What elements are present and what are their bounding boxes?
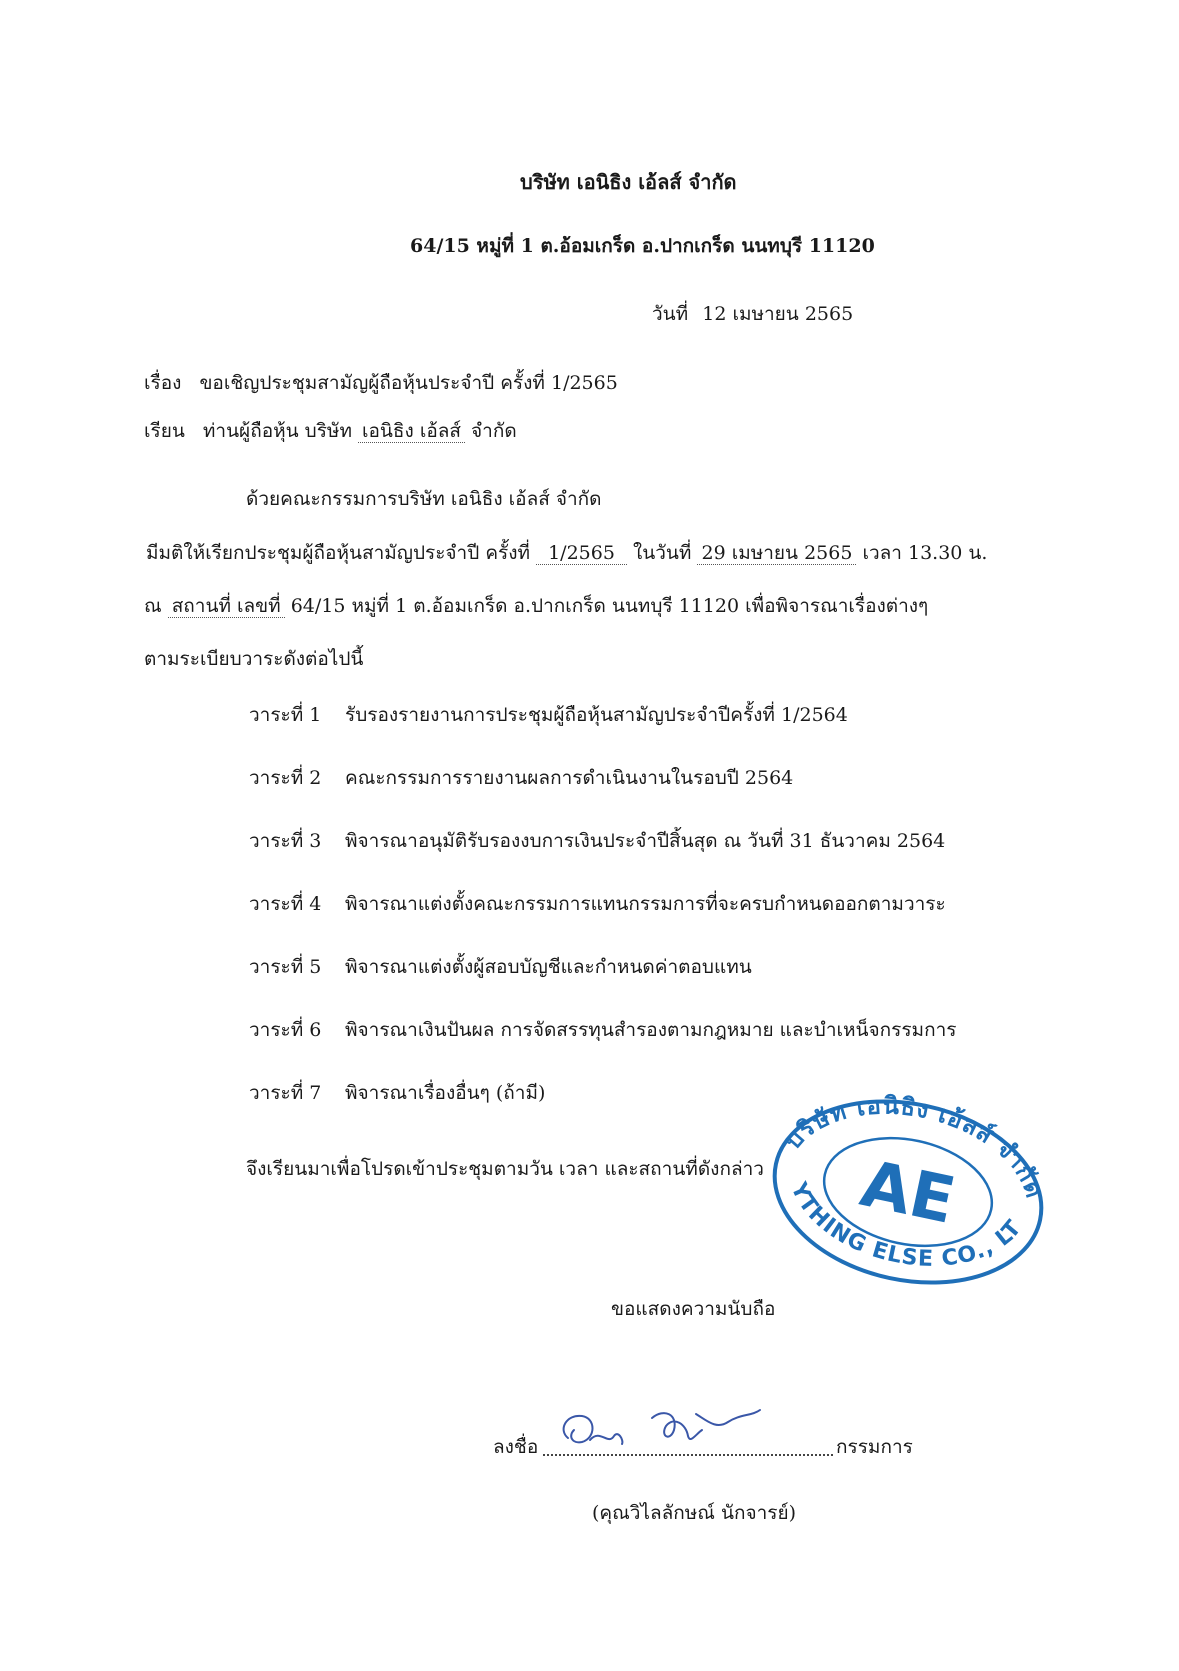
agenda-number: วาระที่ 1 bbox=[249, 704, 322, 726]
body-line-2-a: ณ bbox=[144, 595, 162, 617]
agenda-text: รับรองรายงานการประชุมผู้ถือหุ้นสามัญประจำปีครั้งที่ 1/2564 bbox=[345, 704, 848, 726]
signer-position: กรรมการ bbox=[836, 1436, 913, 1458]
recipient-company: เอนิธิง เอ้ลส์ bbox=[358, 420, 465, 443]
agenda-text: พิจารณาเรื่องอื่นๆ (ถ้ามี) bbox=[345, 1082, 546, 1104]
agenda-text: คณะกรรมการรายงานผลการดำเนินงานในรอบปี 2564 bbox=[345, 767, 794, 789]
date-line bbox=[652, 302, 853, 326]
body-line-2 bbox=[144, 594, 928, 618]
company-name: บริษัท เอนิธิง เอ้ลส์ จำกัด bbox=[520, 170, 737, 194]
body-line-1-b: ในวันที่ bbox=[632, 542, 692, 564]
handwritten-signature bbox=[556, 1400, 766, 1460]
meeting-number: 1/2565 bbox=[536, 542, 627, 565]
agenda-text: พิจารณาแต่งตั้งคณะกรรมการแทนกรรมการที่จะครบกำหนดออกตามวาระ bbox=[345, 893, 946, 915]
company-stamp bbox=[758, 1085, 1058, 1300]
recipient-suffix: จำกัด bbox=[471, 420, 517, 442]
recipient-line bbox=[144, 419, 517, 443]
recipient-prefix: ท่านผู้ถือหุ้น บริษัท bbox=[202, 420, 352, 442]
closing-regards: ขอแสดงความนับถือ bbox=[611, 1298, 776, 1320]
subject-text: ขอเชิญประชุมสามัญผู้ถือหุ้นประจำปี ครั้งที่ 1/2565 bbox=[199, 372, 618, 394]
stamp-logo: AE bbox=[854, 1147, 962, 1239]
date-value: 12 เมษายน 2565 bbox=[702, 303, 854, 325]
stamp-english-name: ANYTHING ELSE CO., LTD. bbox=[785, 1179, 1028, 1272]
agenda-text: พิจารณาอนุมัติรับรองงบการเงินประจำปีสิ้นสุด ณ วันที่ 31 ธันวาคม 2564 bbox=[345, 830, 946, 852]
body-line-2-b: 64/15 หมู่ที่ 1 ต.อ้อมเกร็ด อ.ปากเกร็ด นนทบุรี 11120 เพื่อพิจารณาเรื่องต่างๆ bbox=[290, 595, 929, 617]
body-line-1 bbox=[146, 541, 987, 565]
company-address: 64/15 หมู่ที่ 1 ต.อ้อมเกร็ด อ.ปากเกร็ด นนทบุรี 11120 bbox=[410, 235, 875, 257]
stamp-thai-name: บริษัท เอนิธิง เอ้ลส์ จำกัด bbox=[778, 1091, 1049, 1202]
sign-label: ลงชื่อ bbox=[493, 1436, 539, 1458]
agenda-text: พิจารณาเงินปันผล การจัดสรรทุนสำรองตามกฎหมาย และบำเหน็จกรรมการ bbox=[345, 1019, 957, 1041]
body-line-1-a: มีมติให้เรียกประชุมผู้ถือหุ้นสามัญประจำปี ครั้งที่ bbox=[146, 542, 531, 564]
agenda-text: พิจารณาแต่งตั้งผู้สอบบัญชีและกำหนดค่าตอบแทน bbox=[345, 956, 752, 978]
body-line-3: ตามระเบียบวาระดังต่อไปนี้ bbox=[144, 648, 364, 670]
agenda-number: วาระที่ 2 bbox=[249, 767, 322, 789]
date-label: วันที่ bbox=[652, 303, 689, 325]
agenda-number: วาระที่ 5 bbox=[249, 956, 322, 978]
closing-invite: จึงเรียนมาเพื่อโปรดเข้าประชุมตามวัน เวลา และสถานที่ดังกล่าว bbox=[246, 1158, 764, 1180]
agenda-number: วาระที่ 4 bbox=[249, 893, 322, 915]
body-intro: ด้วยคณะกรรมการบริษัท เอนิธิง เอ้ลส์ จำกัด bbox=[246, 488, 602, 510]
agenda-number: วาระที่ 6 bbox=[249, 1019, 322, 1041]
meeting-date: 29 เมษายน 2565 bbox=[697, 542, 856, 565]
agenda-number: วาระที่ 7 bbox=[249, 1082, 322, 1104]
subject-line bbox=[144, 371, 618, 395]
place-label: สถานที่ เลขที่ bbox=[168, 595, 285, 618]
subject-label: เรื่อง bbox=[144, 372, 182, 394]
recipient-label: เรียน bbox=[144, 420, 185, 442]
agenda-number: วาระที่ 3 bbox=[249, 830, 322, 852]
body-line-1-c: เวลา 13.30 น. bbox=[862, 542, 988, 564]
signer-name: (คุณวิไลลักษณ์ นักจารย์) bbox=[592, 1502, 796, 1524]
